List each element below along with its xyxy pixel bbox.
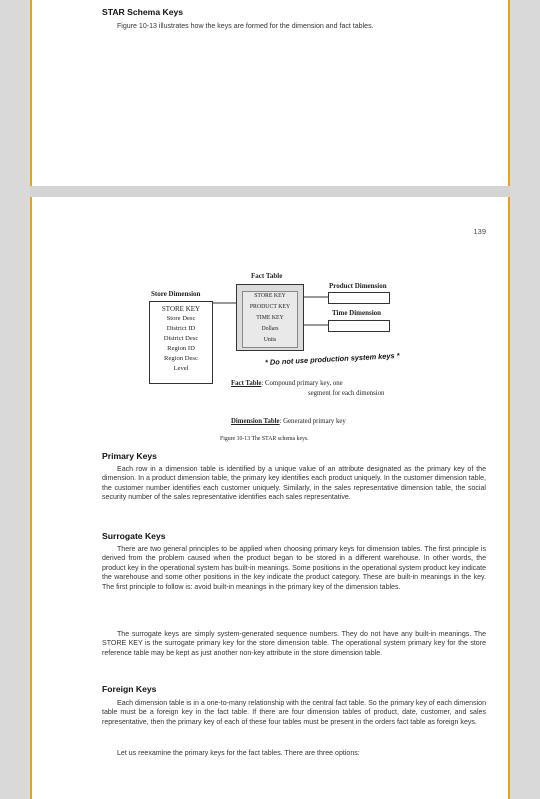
fact-table-box [236, 284, 304, 351]
fact-key-store: STORE KEY [254, 293, 286, 299]
time-dimension-box [328, 320, 390, 332]
figure-caption: Figure 10-13 The STAR schema keys. [220, 436, 309, 442]
fact-field-dollars: Dollars [261, 326, 279, 332]
store-field: Store Desc [166, 315, 196, 322]
production-keys-note: * Do not use production system keys * [264, 350, 400, 367]
store-field: Region ID [167, 345, 195, 352]
product-dimension-box [328, 292, 390, 304]
page-139 [30, 197, 510, 799]
fact-key-product: PRODUCT KEY [249, 304, 291, 310]
fact-table-legend-label: Fact Table [231, 380, 262, 387]
fact-key-time: TIME KEY [256, 315, 284, 321]
surrogate-keys-paragraph-1: There are two general principles to be applied when choosing primary keys for dimension tables. The first principle is derived from the problem caused when the product began to be stored in a different warehouse. In other words, the product key in the operational system has built-in meanings. Some positions in the operational system product key indicate the warehouse and some other positions in the key indicate the product category. These are built-in meanings in the key. The first principle to follow is: avoid built-in meanings in the primary key of the dimension tables. [102, 546, 486, 591]
section-heading-star-schema-keys: STAR Schema Keys [102, 7, 184, 17]
foreign-keys-paragraph-1: Each dimension table is in a one-to-many relationship with the central fact table. So the primary key of each dimension table must be a foreign key in the fact table. If there are four dimension tables of product, date, customer, and sales representative, then the primary key of each of these four tables must be present in the orders fact table as foreign keys. [102, 700, 486, 726]
time-dimension-title: Time Dimension [332, 309, 382, 317]
intro-paragraph: Figure 10-13 illustrates how the keys are formed for the dimension and fact tables. [117, 23, 374, 30]
fact-table-legend-desc-2: segment for each dimension [308, 390, 385, 397]
product-dimension-title: Product Dimension [329, 282, 387, 290]
store-field: District ID [166, 325, 196, 332]
fact-table-title: Fact Table [251, 272, 283, 280]
fact-table-legend [231, 380, 343, 387]
store-field: Region Desc [164, 355, 198, 362]
fact-table-legend-desc: : Compound primary key, one [261, 380, 343, 387]
section-heading-surrogate-keys: Surrogate Keys [102, 531, 166, 541]
page-gap [30, 186, 510, 197]
store-dimension-box [149, 301, 213, 384]
section-heading-foreign-keys: Foreign Keys [102, 684, 157, 694]
store-field: District Desc [163, 335, 199, 342]
section-heading-primary-keys: Primary Keys [102, 451, 157, 461]
star-schema-figure [32, 197, 508, 447]
page-top [30, 0, 510, 186]
store-field: STORE KEY [161, 305, 201, 313]
primary-keys-paragraph: Each row in a dimension table is identified by a unique value of an attribute designated as the primary key of the dimension. In a product dimension table, the primary key identifies each product uniquely. In the customer dimension table, the customer number identifies each customer uniquely. Similarly, in the sales representative dimension table, the social security number of the sales representative identifies each sales representative. [102, 466, 486, 502]
store-field: Level [173, 365, 189, 372]
dimension-table-legend-label: Dimension Table [231, 418, 280, 425]
surrogate-keys-paragraph-2: The surrogate keys are simply system-generated sequence numbers. They do not have any built-in meanings. The STORE KEY is the surrogate primary key for the store dimension table. The operational system primary key for the store reference table may be kept as just another non-key attribute in the store dimension table. [102, 631, 486, 657]
foreign-keys-paragraph-2: Let us reexamine the primary keys for the fact tables. There are three options: [117, 750, 360, 757]
store-dimension-title: Store Dimension [151, 290, 201, 298]
fact-field-units: Units [263, 337, 277, 343]
dimension-table-legend-desc: : Generated primary key [279, 418, 346, 425]
dimension-table-legend [231, 418, 346, 425]
page-number: 139 [473, 227, 486, 236]
